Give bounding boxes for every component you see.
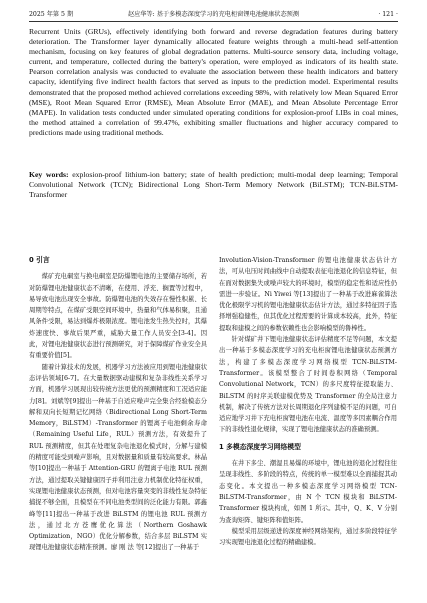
page-number: · 121 · (378, 11, 398, 18)
body-paragraph: 模型采用层级递进的深度神经网络架构，通过多阶段特征学习实现锂电池退化过程的精确建模。 (219, 527, 397, 547)
body-paragraph: 针对煤矿井下锂电池健康状态评估精度不足等问题，本文提出一种基于多模态深度学习的充电柜窗锂电池健康状态预测方法，构建了多模态深度学习网络模型 TCN-BiLSTM-Transformer。该模型整合了时间卷积网络（Temporal Convolutional Network，TCN）的多尺度特征提取能力、BiLSTM 的时序关联建模优势及 Transformer 的全局注意力机制，解决了传统方法对长周期退化序列建模不足的问题，可自适应地学习井下充电柜窗锂电池在电流、温度等多因素耦合作用下的非线性退化规律，实现了锂电池健康状态的准确预测。 (219, 336, 397, 434)
english-keywords (29, 170, 398, 200)
body-paragraph: Involution-Vision-Transformer 的锂电池健康状态估计方法，可从电压时间曲线中自动提取表征电池退化的信息特征，但在面对数据集失或噪声较大的环境时，模型的稳定性和适应性仍需进一步验证。Ni Yiwei 等[13]提出了一种基于改进麻雀算法优化极限学习机的锂电池健康状态估计方法，通过多特征因子选择增强稳健性，但其优化过程需要的计算成本较高，此外，特征提取和建模之间的参数依赖性也会影响模型的鲁棒性。 (219, 257, 397, 332)
english-abstract (29, 27, 398, 138)
issue-label: 2025 年第 5 期 (29, 11, 74, 18)
running-header (29, 9, 398, 21)
body-paragraph: 在井下多尘、潮湿且易爆的环境中，锂电池的退化过程往往呈现非线性、多阶段的特点，传统的单一模型难以全面捕捉其动态变化。本文提出一种多模态深度学习网络模型 TCN-BiLSTM-Transformer，由 N 个 TCN 模块和 BiLSTM-Transformer 模块构成，如图 1 所示。其中，Q、K、V 分别为查询矩阵、键矩阵和值矩阵。 (219, 460, 397, 524)
keywords-text: explosion-proof lithium-ion battery; state of health prediction; multi-modal deep learning; Temporal Convolutional Network (TCN); Bidirectional Long Short-Term Memory Network (BiLSTM); TCN-BiLSTM-Transformer (29, 170, 398, 200)
body-paragraph: 煤矿充电硐室与换电硐室是防爆锂电池的主要储存场所，若对防爆锂电池健康状态不清晰，在使用、浮充、搁置等过程中，易导致电池出现安全事故。防爆锂电池的失效存在慢性积累、长周期等特点，在煤矿受限空间环境中，热量和气体易积聚，且通风条件受限，易达到爆炸极限浓度。锂电池发生热失控时，其爆炸速度快、事故后果严重，威胁大量工作人员安全[3-4]。因此，对锂电池健康状态进行预测研究，对于保障煤矿作业安全具有重要价值[5]。 (29, 273, 207, 360)
running-title: 赵应华等: 基于多模态深度学习的充电柜窗锂电池健康状态预测 (127, 11, 300, 18)
left-column (29, 255, 207, 554)
section-heading-model: 1 多模态深度学习网络模型 (219, 442, 301, 451)
header-rule (29, 21, 398, 22)
section-heading-introduction: 0 引言 (29, 256, 50, 264)
right-column (219, 255, 397, 548)
keywords-label: Key words: (29, 170, 69, 179)
abstract-text: Recurrent Units (GRUs), effectively identifying both forward and reverse degradation features during battery deterioration. The Transformer layer dynamically allocated feature weights through a multi-head self-attention mechanism, focusing on key features of global degradation patterns. Multi-source sensory data, including voltage, current, and temperature, collected during the battery's operation, were employed as indicators of its health state. Pearson correlation analysis was conducted to evaluate the association between these health indicators and battery capacity, identifying five indirect health factors that served as inputs to the prediction model. Experimental results demonstrated that the proposed method achieved correlations exceeding 98%, with relatively low Mean Squared Error (MSE), Root Mean Squared Error (RMSE), Mean Absolute Error (MAE), and Mean Absolute Percentage Error (MAPE). In validation tests conducted under simulated operating conditions for explosion-proof LIBs in coal mines, the method attained a correlation of 99.47%, exhibiting smaller fluctuations and higher accuracy compared to predictions made using traditional methods. (29, 27, 398, 137)
body-paragraph: 随着计算技术的发展，机器学习方法被应用到锂电池健康状态评估领域[6-7]。在大量数据驱动建模和复杂非线性关系学习方面，机器学习展现出较传统方法更优的预测精度和工况适应能力[8]。刘斌等[9]提出一种基于自适应噪声完全集合经验模态分解和双向长短期记忆网络（Bidirectional Long Short-Term Memory，BiLSTM）-Transformer 的锂离子电池剩余寿命（Remaining Useful Life，RUL）预测方法，有效提升了 RUL 预测精度，但其在处理复杂电池退化模式时，分解与建模的精度可能受到噪声影响，且对数据量和质量有较高要求。林晶等[10]提出一种基于 Attention-GRU 的锂离子电池 RUL 预测方法，通过提取关键健康因子并利用注意力机制优化特征权重，实现锂电池健康状态预测，但对电池容量突变的非线性复杂特征捕捉不够全面，且模型在不同电池类型间的泛化能力有限。郭鑫峰等[11]提出一种基于改进 BiLSTM 的锂电池 RUL 预测方法，通过北方苍鹰优化算法（Northern Goshawk Optimization，NGO）优化分解参数，结合多层 BiLSTM 实现锂电池健康状态精准预测。廖 刚 法 等[12]提出了一种基于 (29, 363, 207, 552)
